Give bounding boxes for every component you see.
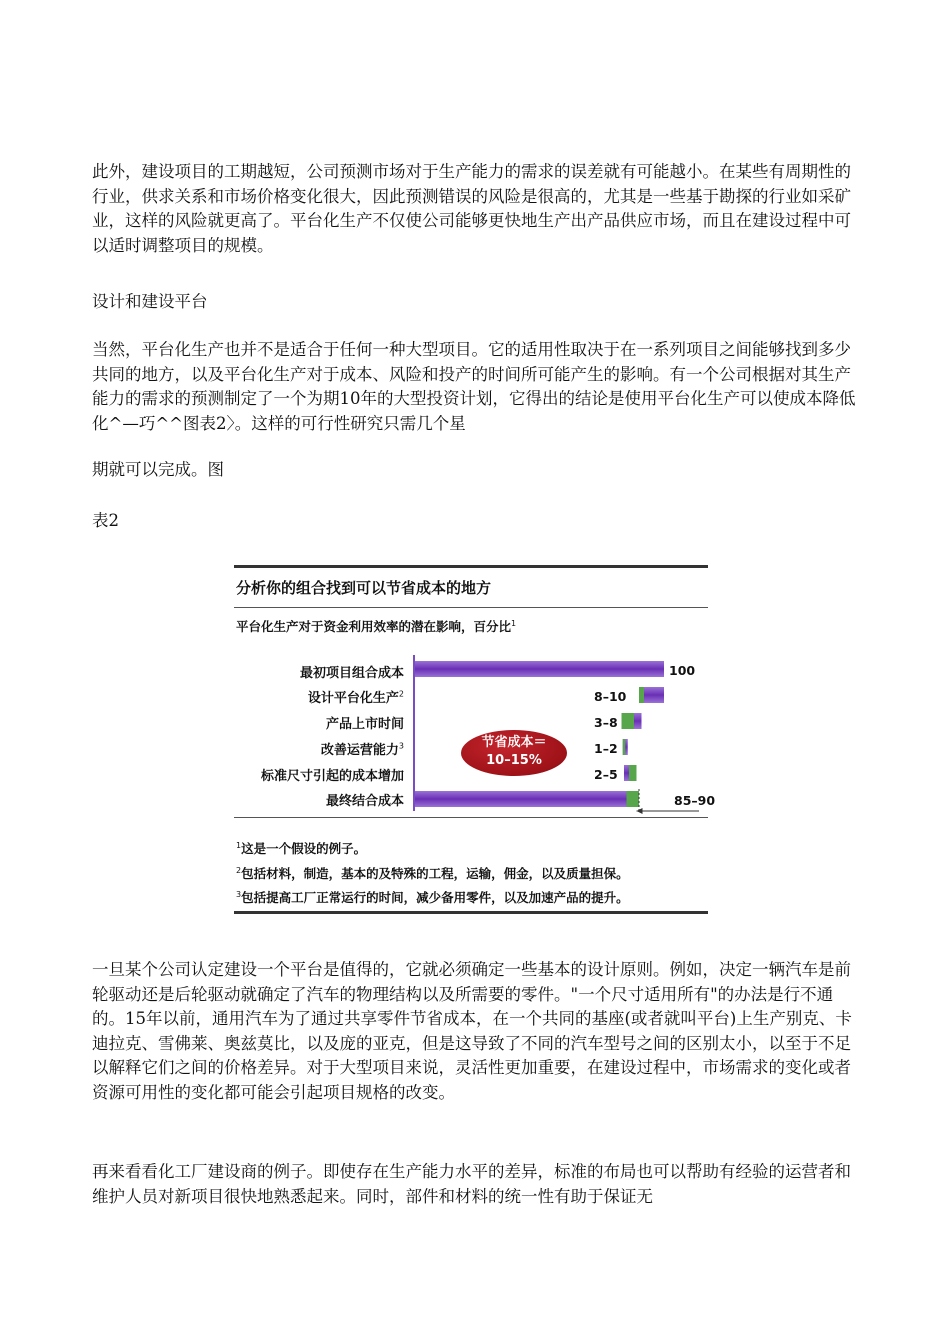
paragraph-2: 当然，平台化生产也并不是适合于任何一种大型项目。它的适用性取决于在一系列项目之间能够找到多少共同的地方，以及平台化生产对于成本、风险和投产的时间所可能产生的影响。有一个公司根据对其生产能力的需求的预测制定了一个为期10年的大型投资计划，它得出的结论是使用平台化生产可以使成本降低化^—巧^^图表2〉。这样的可行性研究只需几个星 — [92, 340, 856, 433]
savings-callout — [461, 730, 567, 776]
category-label-0: 最初项目组合成本 — [299, 666, 404, 681]
bar-0 — [414, 661, 664, 677]
value-label-4: 2–5 — [594, 767, 618, 782]
category-label-2: 产品上市时间 — [325, 717, 404, 732]
value-label-1: 8–10 — [594, 689, 627, 704]
bar-5 — [414, 791, 639, 807]
title-rule — [234, 607, 708, 608]
footnote-3: $^3$包括提高工厂正常运行的时间，减少备用零件，以及加速产品的提升。 — [236, 889, 629, 905]
bar-range-1 — [639, 687, 644, 703]
category-label-4: 标准尺寸引起的成本增加 — [260, 769, 404, 784]
category-label-3: 改善运营能力$^3$ — [320, 741, 404, 758]
value-label-5: 85–90 — [674, 793, 716, 808]
paragraph-1: 此外，建设项目的工期越短，公司预测市场对于生产能力的需求的误差就有可能越小。在某些有周期性的行业，供求关系和市场价格变化很大，因此预测错误的风险是很高的，尤其是一些基于勘探的行业如采矿业，这样的风险就更高了。平台化生产不仅使公司能够更快地生产出产品供应市场，而且在建设过程中可以适时调整项目的规模。 — [92, 162, 851, 255]
bar-range-2 — [622, 713, 635, 729]
chart-figure — [234, 565, 716, 915]
category-label-1: 设计平台化生产$^2$ — [307, 689, 404, 706]
paragraph-2-continued: 期就可以完成。图 — [92, 460, 224, 479]
value-label-2: 3–8 — [594, 715, 618, 730]
bracket-arrow — [637, 808, 643, 814]
top-rule — [234, 565, 708, 568]
bar-range-4 — [629, 765, 637, 781]
paragraph-4: 再来看看化工厂建设商的例子。即使存在生产能力水平的差异，标准的布局也可以帮助有经验的运营者和维护人员对新项目很快地熟悉起来。同时，部件和材料的统一性有助于保证无 — [92, 1162, 851, 1206]
figure-label: 表2 — [92, 511, 119, 530]
paragraph-3: 一旦某个公司认定建设一个平台是值得的，它就必须确定一些基本的设计原则。例如，决定一辆汽车是前轮驱动还是后轮驱动就确定了汽车的物理结构以及所需要的零件。"一个尺寸适用所有"的办法是行不通的。15年以前，通用汽车为了通过共享零件节省成本，在一个共同的基座(或者就叫平台)上生产别克、卡迪拉克、雪佛莱、奥兹莫比，以及庞的亚克，但是这导致了不同的汽车型号之间的区别太小，以至于不足以解释它们之间的价格差异。对于大型项目来说，灵活性更加重要，在建设过程中，市场需求的变化或者资源可用性的变化都可能会引起项目规格的改变。 — [92, 960, 852, 1102]
category-label-5: 最终结合成本 — [325, 794, 404, 809]
value-label-0: 100 — [669, 663, 696, 678]
callout-line-2: 10–15% — [486, 753, 542, 768]
footnote-1: $^1$这是一个假设的例子。 — [236, 840, 367, 856]
callout-line-1: 节省成本＝ — [481, 735, 547, 750]
section-heading: 设计和建设平台 — [92, 292, 208, 311]
footnote-2: $^2$包括材料，制造，基本的及特殊的工程，运输，佣金，以及质量担保。 — [236, 865, 629, 881]
chart-title: 分析你的组合找到可以节省成本的地方 — [236, 579, 492, 597]
footnote-rule — [234, 817, 708, 818]
chart-subtitle: 平台化生产对于资金利用效率的潜在影响，百分比$^1$ — [236, 618, 517, 634]
value-label-3: 1–2 — [594, 741, 618, 756]
bar-range-3 — [623, 739, 626, 755]
bottom-rule — [234, 911, 708, 914]
bar-range-5 — [627, 791, 640, 807]
